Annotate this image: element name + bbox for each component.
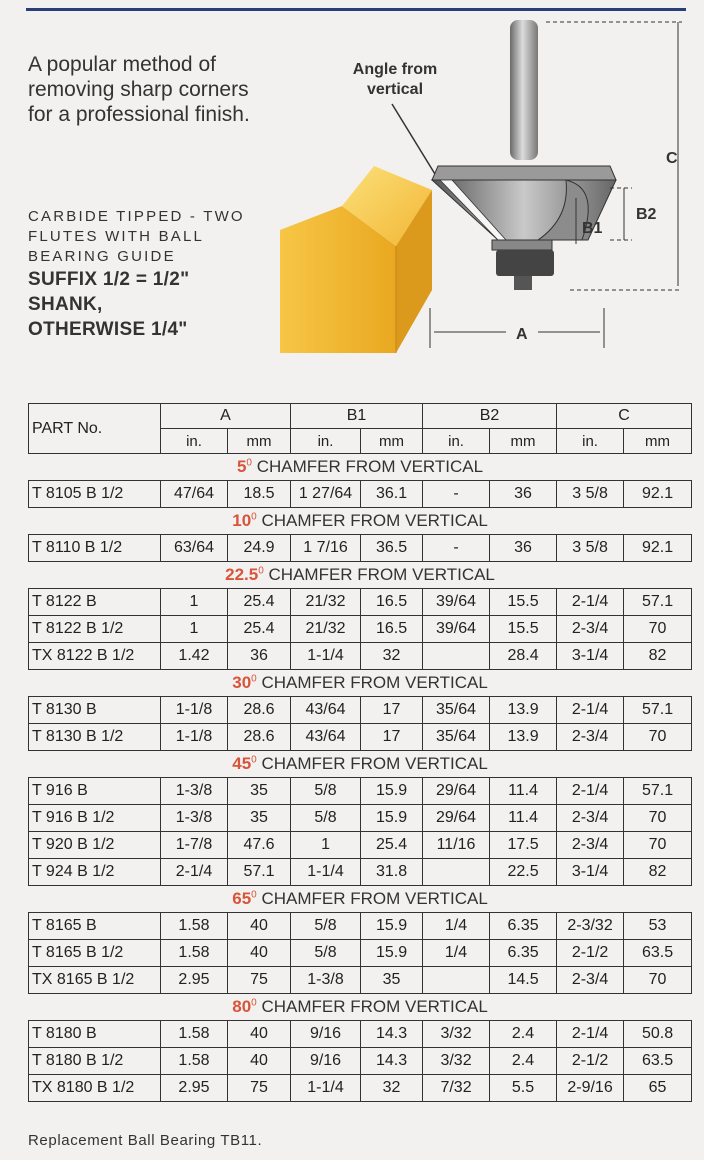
table-cell: 92.1 (624, 481, 692, 508)
table-cell: 47.6 (228, 832, 291, 859)
table-cell: 15.9 (361, 913, 423, 940)
table-cell: 25.4 (228, 589, 291, 616)
section-heading-row (29, 508, 692, 535)
chamfered-block-illustration (280, 166, 432, 353)
group-header-b2: B2 (423, 404, 557, 429)
parts-table (28, 403, 692, 1102)
unit-header: in. (557, 429, 624, 454)
table-cell: 2.95 (161, 967, 228, 994)
table-cell: 13.9 (490, 697, 557, 724)
unit-header: mm (361, 429, 423, 454)
section-angle-value: 80 (232, 997, 252, 1016)
section-angle-value: 22.5 (225, 565, 259, 584)
table-cell: 2-1/4 (557, 1021, 624, 1048)
table-cell: 3-1/4 (557, 859, 624, 886)
table-cell: 40 (228, 940, 291, 967)
table-cell (423, 859, 490, 886)
table-cell: 31.8 (361, 859, 423, 886)
table-row (29, 616, 692, 643)
section-label: CHAMFER FROM VERTICAL (256, 754, 488, 773)
table-cell: 57.1 (624, 589, 692, 616)
intro-line: A popular method of (28, 53, 216, 76)
table-cell: 2-3/4 (557, 805, 624, 832)
part-number-cell: T 8122 B 1/2 (29, 616, 161, 643)
table-cell: 36.1 (361, 481, 423, 508)
table-cell: 1.58 (161, 1021, 228, 1048)
section-label: CHAMFER FROM VERTICAL (256, 511, 488, 530)
section-angle-value: 30 (232, 673, 252, 692)
table-row (29, 697, 692, 724)
section-heading-row (29, 454, 692, 481)
table-cell: 40 (228, 1021, 291, 1048)
table-cell: 1-1/4 (291, 859, 361, 886)
table-cell: 53 (624, 913, 692, 940)
table-cell: 57.1 (228, 859, 291, 886)
table-cell: 17 (361, 724, 423, 751)
table-cell: 29/64 (423, 778, 490, 805)
dimension-b1-label: B1 (582, 220, 603, 237)
table-cell: 9/16 (291, 1048, 361, 1075)
intro-line: for a professional finish. (28, 103, 250, 126)
table-cell: 2-3/4 (557, 724, 624, 751)
table-cell: 39/64 (423, 616, 490, 643)
table-cell: 22.5 (490, 859, 557, 886)
section-angle (232, 511, 256, 530)
section-heading-row (29, 562, 692, 589)
unit-header: in. (161, 429, 228, 454)
table-row (29, 832, 692, 859)
table-row (29, 940, 692, 967)
table-cell: 1 27/64 (291, 481, 361, 508)
table-cell: 50.8 (624, 1021, 692, 1048)
part-number-cell: T 8110 B 1/2 (29, 535, 161, 562)
table-cell: 2.95 (161, 1075, 228, 1102)
section-angle (225, 565, 264, 584)
footer-note: Replacement Ball Bearing TB11. (28, 1132, 263, 1149)
table-cell: 92.1 (624, 535, 692, 562)
unit-header: in. (291, 429, 361, 454)
table-cell: 1.58 (161, 1048, 228, 1075)
part-number-cell: TX 8180 B 1/2 (29, 1075, 161, 1102)
table-cell: 15.9 (361, 805, 423, 832)
table-cell: 11/16 (423, 832, 490, 859)
part-number-cell: T 8130 B 1/2 (29, 724, 161, 751)
section-heading (29, 670, 692, 697)
table-cell: 36 (490, 535, 557, 562)
table-cell: 70 (624, 724, 692, 751)
table-cell: 2-1/4 (557, 778, 624, 805)
group-header-b1: B1 (291, 404, 423, 429)
dimension-b2-label: B2 (636, 206, 657, 223)
section-label: CHAMFER FROM VERTICAL (256, 673, 488, 692)
section-heading-row (29, 994, 692, 1021)
table-cell: 5/8 (291, 778, 361, 805)
table-cell: 5.5 (490, 1075, 557, 1102)
degree-mark: 0 (251, 997, 257, 1009)
table-cell: 21/32 (291, 616, 361, 643)
intro-line: removing sharp corners (28, 78, 249, 101)
part-number-cell: T 924 B 1/2 (29, 859, 161, 886)
degree-mark: 0 (251, 889, 257, 901)
table-cell: 63.5 (624, 940, 692, 967)
table-cell: 9/16 (291, 1021, 361, 1048)
table-cell: 7/32 (423, 1075, 490, 1102)
table-cell: 6.35 (490, 913, 557, 940)
section-label: CHAMFER FROM VERTICAL (256, 997, 488, 1016)
table-cell: 15.9 (361, 778, 423, 805)
table-cell: 2.4 (490, 1021, 557, 1048)
table-cell: 1/4 (423, 913, 490, 940)
degree-mark: 0 (251, 754, 257, 766)
table-cell: 11.4 (490, 805, 557, 832)
table-row (29, 535, 692, 562)
table-cell: 25.4 (361, 832, 423, 859)
dimension-c-label: C (666, 150, 678, 167)
table-cell: 32 (361, 1075, 423, 1102)
table-cell: 57.1 (624, 778, 692, 805)
section-angle (232, 997, 256, 1016)
table-row (29, 859, 692, 886)
section-heading (29, 886, 692, 913)
table-cell: 28.6 (228, 724, 291, 751)
section-angle (232, 889, 256, 908)
table-cell: 18.5 (228, 481, 291, 508)
table-cell: 2-3/4 (557, 967, 624, 994)
degree-mark: 0 (246, 457, 252, 469)
table-cell: 3 5/8 (557, 481, 624, 508)
table-cell: 75 (228, 967, 291, 994)
table-cell: 1 7/16 (291, 535, 361, 562)
degree-mark: 0 (258, 565, 264, 577)
table-cell: 2-1/4 (557, 589, 624, 616)
suffix-line: SHANK, (28, 294, 103, 315)
section-label: CHAMFER FROM VERTICAL (256, 889, 488, 908)
section-angle (237, 457, 252, 476)
part-number-cell: T 920 B 1/2 (29, 832, 161, 859)
part-number-cell: TX 8165 B 1/2 (29, 967, 161, 994)
table-row (29, 724, 692, 751)
table-cell (423, 643, 490, 670)
section-angle-value: 5 (236, 457, 247, 476)
table-cell: 3-1/4 (557, 643, 624, 670)
table-cell: 1-3/8 (291, 967, 361, 994)
table-cell: 70 (624, 832, 692, 859)
part-number-cell: T 916 B (29, 778, 161, 805)
table-cell: 57.1 (624, 697, 692, 724)
table-cell: 24.9 (228, 535, 291, 562)
table-cell: 43/64 (291, 697, 361, 724)
table-cell: 1-1/4 (291, 643, 361, 670)
section-angle (232, 673, 256, 692)
group-header-c: C (557, 404, 692, 429)
spec-line: FLUTES WITH BALL (28, 228, 205, 245)
section-heading (29, 562, 692, 589)
unit-header: mm (624, 429, 692, 454)
table-cell: 2-3/4 (557, 832, 624, 859)
suffix-line: OTHERWISE 1/4" (28, 319, 188, 340)
table-cell: 82 (624, 643, 692, 670)
part-number-cell: T 916 B 1/2 (29, 805, 161, 832)
table-cell: 40 (228, 1048, 291, 1075)
table-cell: 1.58 (161, 940, 228, 967)
table-cell: 6.35 (490, 940, 557, 967)
table-cell: 40 (228, 913, 291, 940)
table-cell: 1 (161, 589, 228, 616)
table-row (29, 913, 692, 940)
table-cell: 2-1/4 (161, 859, 228, 886)
part-number-cell: T 8122 B (29, 589, 161, 616)
table-cell: 1-1/4 (291, 1075, 361, 1102)
table-cell: 2-9/16 (557, 1075, 624, 1102)
section-heading (29, 454, 692, 481)
table-cell: 35 (361, 967, 423, 994)
table-cell: 75 (228, 1075, 291, 1102)
group-header-a: A (161, 404, 291, 429)
angle-label-line: vertical (366, 81, 424, 98)
spec-line: BEARING GUIDE (28, 248, 176, 265)
table-cell: 16.5 (361, 589, 423, 616)
section-angle-value: 10 (232, 511, 252, 530)
section-label: CHAMFER FROM VERTICAL (251, 457, 484, 476)
part-number-cell: T 8180 B 1/2 (29, 1048, 161, 1075)
table-cell: 70 (624, 616, 692, 643)
parts-table-body (29, 404, 692, 1102)
table-row (29, 589, 692, 616)
table-cell: 1-1/8 (161, 724, 228, 751)
table-row (29, 643, 692, 670)
table-cell: 2-1/2 (557, 1048, 624, 1075)
table-cell: 39/64 (423, 589, 490, 616)
table-cell: 14.3 (361, 1048, 423, 1075)
table-cell: 1-7/8 (161, 832, 228, 859)
table-cell: 28.4 (490, 643, 557, 670)
table-cell: 2.4 (490, 1048, 557, 1075)
unit-header: mm (490, 429, 557, 454)
table-cell: 3/32 (423, 1048, 490, 1075)
table-cell: 28.6 (228, 697, 291, 724)
table-cell: 17.5 (490, 832, 557, 859)
angle-label-line: Angle from (352, 61, 438, 78)
part-number-cell: T 8105 B 1/2 (29, 481, 161, 508)
table-cell: 16.5 (361, 616, 423, 643)
spec-line: CARBIDE TIPPED - TWO (28, 208, 245, 225)
table-cell: 15.9 (361, 940, 423, 967)
table-cell: - (423, 481, 490, 508)
table-row (29, 778, 692, 805)
table-cell: 3 5/8 (557, 535, 624, 562)
table-cell: 35/64 (423, 697, 490, 724)
table-cell: 14.3 (361, 1021, 423, 1048)
table-cell: 32 (361, 643, 423, 670)
section-heading (29, 751, 692, 778)
part-number-cell: TX 8122 B 1/2 (29, 643, 161, 670)
table-cell: 15.5 (490, 616, 557, 643)
table-cell: - (423, 535, 490, 562)
section-heading-row (29, 670, 692, 697)
header-row (29, 404, 692, 429)
table-cell: 63/64 (161, 535, 228, 562)
section-angle (232, 754, 256, 773)
table-cell: 43/64 (291, 724, 361, 751)
table-cell: 5/8 (291, 940, 361, 967)
table-cell: 21/32 (291, 589, 361, 616)
table-cell: 70 (624, 967, 692, 994)
table-row (29, 967, 692, 994)
table-cell: 1.42 (161, 643, 228, 670)
part-header: PART No. (29, 404, 161, 454)
degree-mark: 0 (251, 673, 257, 685)
table-cell: 35 (228, 778, 291, 805)
section-angle-value: 65 (232, 889, 252, 908)
table-cell: 13.9 (490, 724, 557, 751)
part-number-cell: T 8130 B (29, 697, 161, 724)
intro-text (28, 52, 308, 127)
table-row (29, 805, 692, 832)
part-number-cell: T 8165 B (29, 913, 161, 940)
table-cell: 1-3/8 (161, 805, 228, 832)
table-cell: 5/8 (291, 805, 361, 832)
table-cell: 36.5 (361, 535, 423, 562)
table-cell: 70 (624, 805, 692, 832)
table-cell: 2-1/4 (557, 697, 624, 724)
part-number-cell: T 8180 B (29, 1021, 161, 1048)
table-row (29, 1075, 692, 1102)
table-cell: 65 (624, 1075, 692, 1102)
table-cell (423, 967, 490, 994)
table-cell: 15.5 (490, 589, 557, 616)
table-cell: 2-3/32 (557, 913, 624, 940)
table-cell: 25.4 (228, 616, 291, 643)
table-cell: 82 (624, 859, 692, 886)
table-cell: 11.4 (490, 778, 557, 805)
table-cell: 36 (228, 643, 291, 670)
table-row (29, 1021, 692, 1048)
table-cell: 35 (228, 805, 291, 832)
table-cell: 1 (291, 832, 361, 859)
table-cell: 2-3/4 (557, 616, 624, 643)
table-cell: 2-1/2 (557, 940, 624, 967)
dimension-a-label: A (516, 326, 528, 343)
unit-header: in. (423, 429, 490, 454)
table-cell: 1-3/8 (161, 778, 228, 805)
section-heading-row (29, 886, 692, 913)
angle-label (330, 60, 460, 100)
section-heading (29, 508, 692, 535)
table-row (29, 1048, 692, 1075)
table-cell: 36 (490, 481, 557, 508)
table-cell: 14.5 (490, 967, 557, 994)
table-row (29, 481, 692, 508)
degree-mark: 0 (251, 511, 257, 523)
table-cell: 47/64 (161, 481, 228, 508)
table-cell: 17 (361, 697, 423, 724)
table-cell: 29/64 (423, 805, 490, 832)
section-label: CHAMFER FROM VERTICAL (263, 565, 495, 584)
section-heading (29, 994, 692, 1021)
router-bit-diagram (270, 8, 700, 358)
suffix-line: SUFFIX 1/2 = 1/2" (28, 269, 190, 290)
spec-block (28, 207, 288, 342)
part-number-cell: T 8165 B 1/2 (29, 940, 161, 967)
section-heading-row (29, 751, 692, 778)
table-cell: 5/8 (291, 913, 361, 940)
unit-header: mm (228, 429, 291, 454)
table-cell: 1/4 (423, 940, 490, 967)
table-cell: 1-1/8 (161, 697, 228, 724)
table-cell: 35/64 (423, 724, 490, 751)
table-cell: 1.58 (161, 913, 228, 940)
table-cell: 63.5 (624, 1048, 692, 1075)
table-cell: 3/32 (423, 1021, 490, 1048)
table-cell: 1 (161, 616, 228, 643)
section-angle-value: 45 (232, 754, 252, 773)
